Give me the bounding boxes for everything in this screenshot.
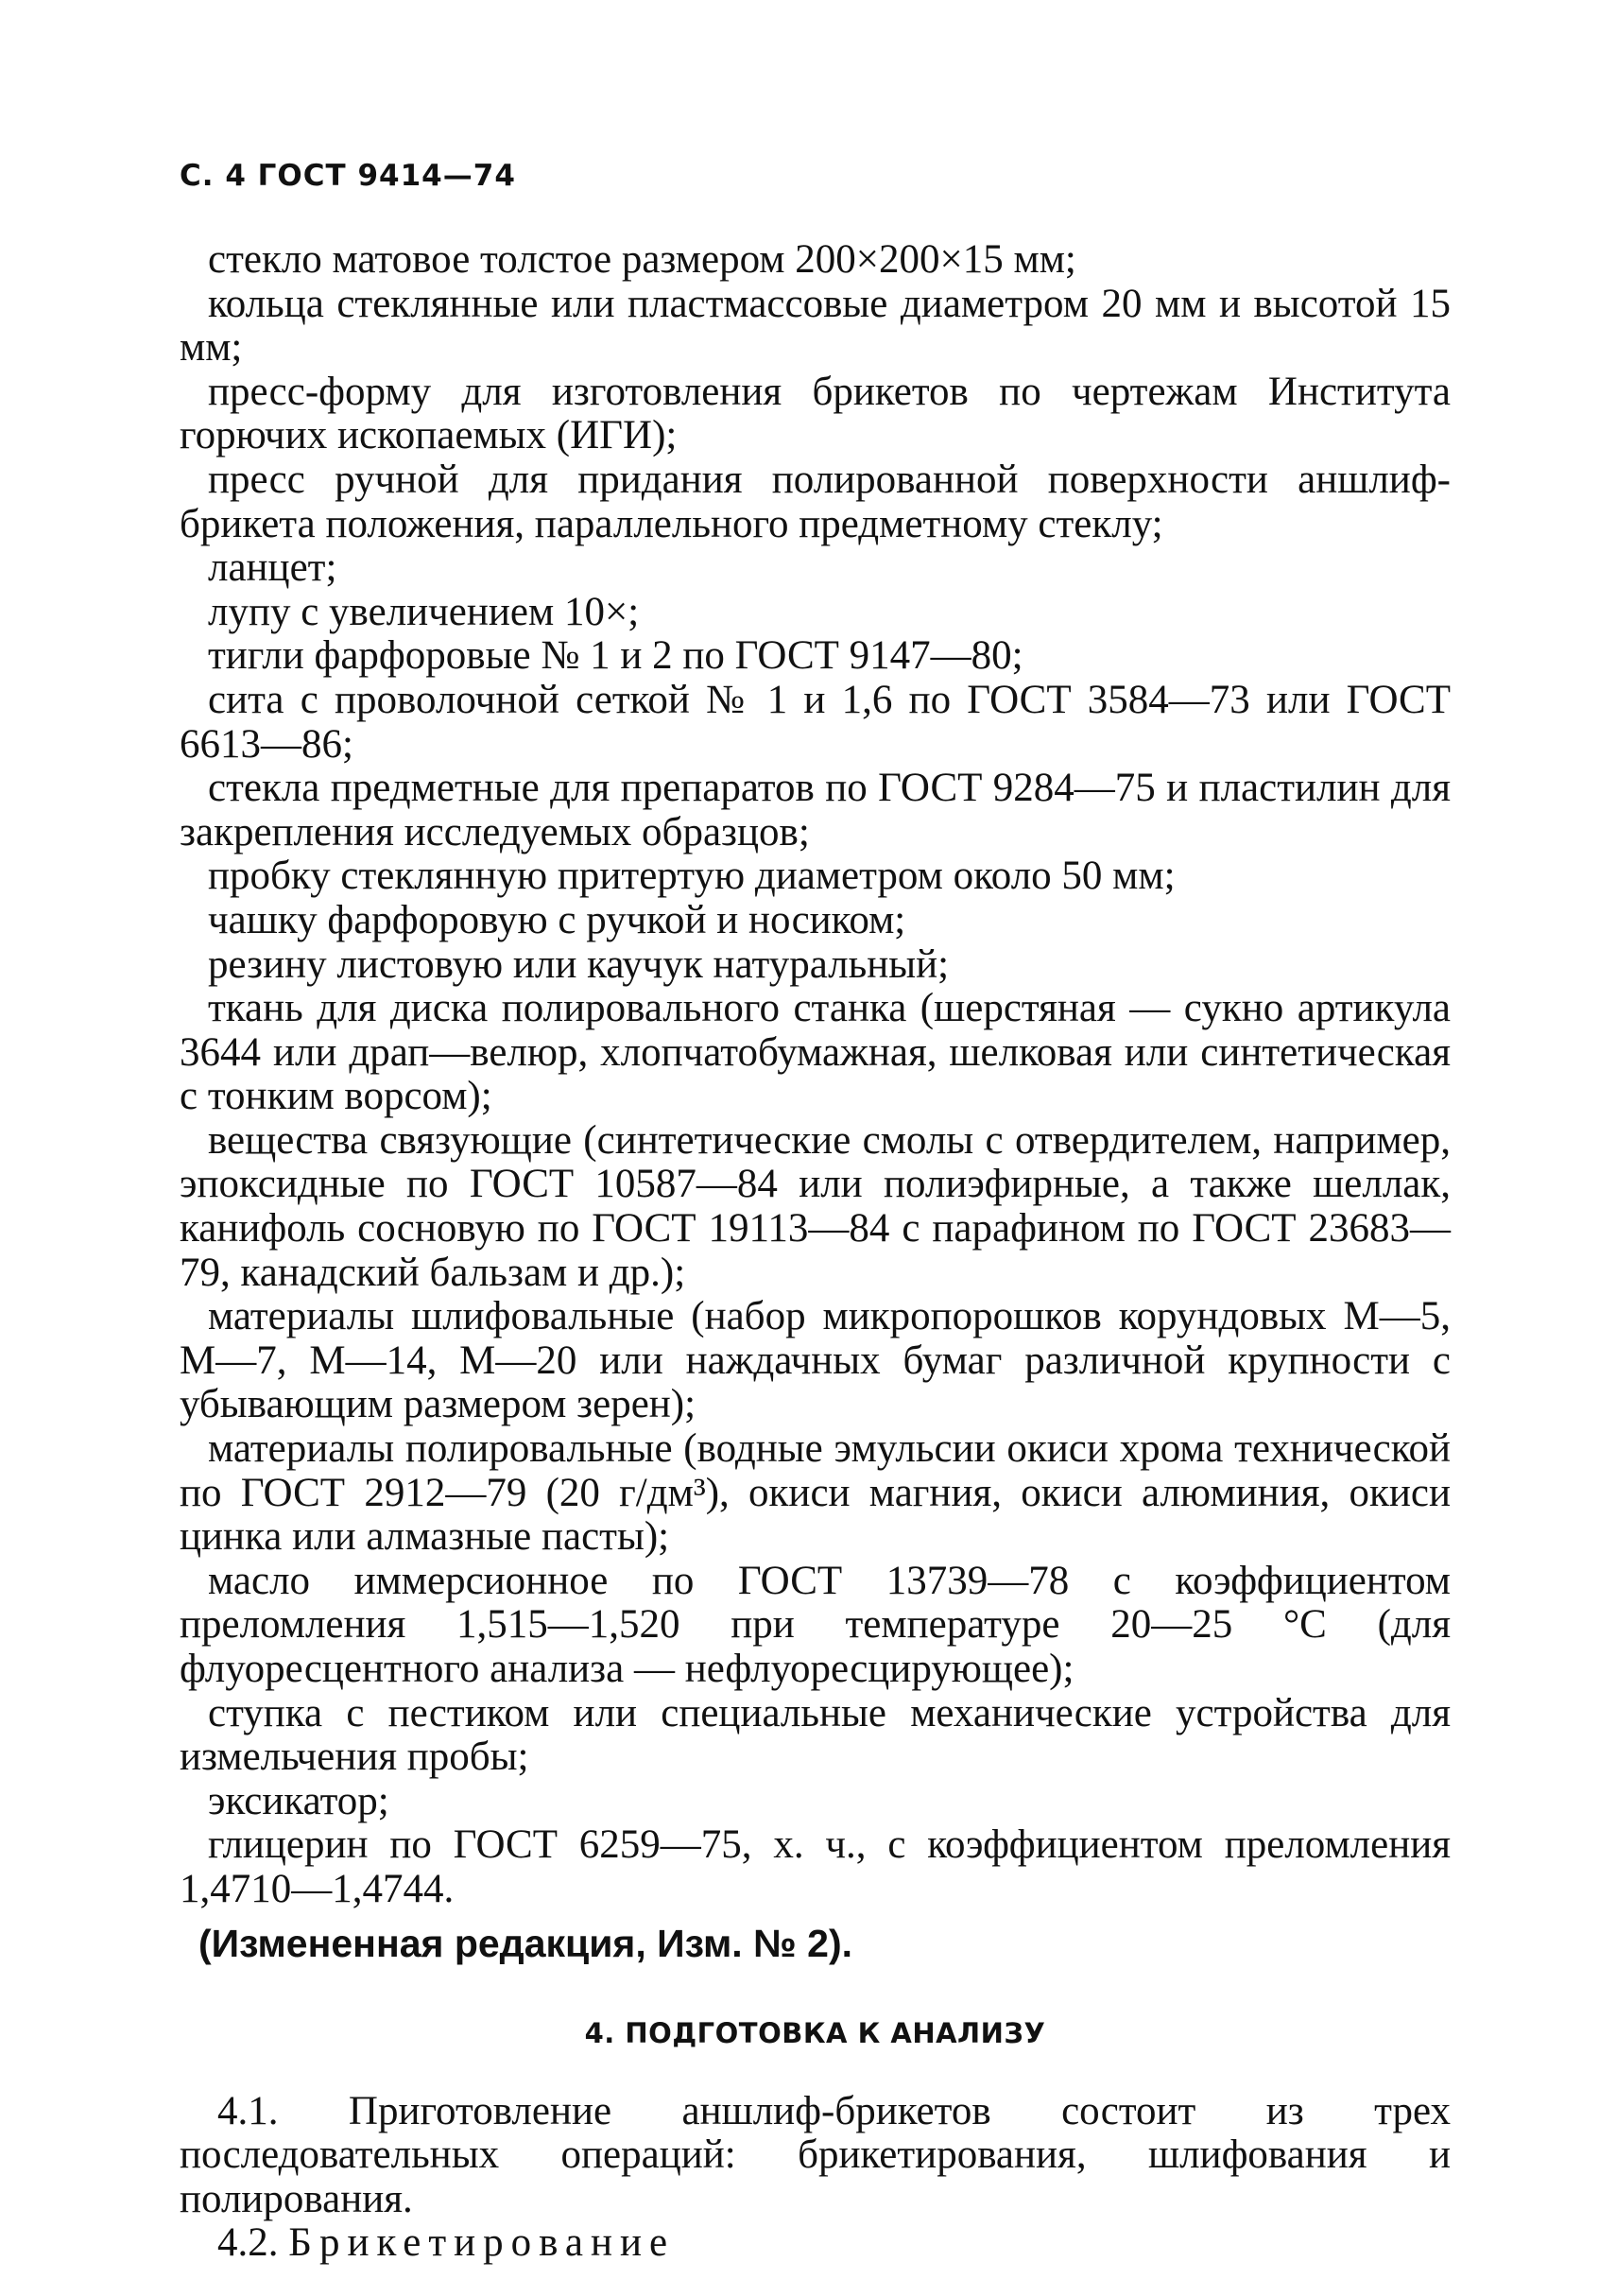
paragraph-4-2 <box>180 2221 1451 2266</box>
list-item: пресс ручной для придания полированной поверхности аншлиф-брикета положения, параллельного предметному стеклу; <box>180 457 1451 546</box>
list-item: лупу с увеличением 10×; <box>208 589 640 634</box>
list-item: тигли фарфоровые № 1 и 2 по ГОСТ 9147—80; <box>208 633 1023 679</box>
list-item: резину листовую или каучук натуральный; <box>208 941 950 987</box>
list-item: вещества связующие (синтетические смолы с отвердителем, например, эпоксидные по ГОСТ 10587—84 или полиэфирные, а также шеллак, канифоль сосновую по ГОСТ 19113—84 с парафином по ГОСТ 23683—79, канадский бальзам и др.); <box>180 1117 1451 1295</box>
list-item: глицерин по ГОСТ 6259—75, х. ч., с коэффициентом преломления 1,4710—1,4744. <box>180 1822 1451 1911</box>
list-item: чашку фарфоровую с ручкой и носиком; <box>208 897 906 942</box>
list-item: ткань для диска полировального станка (шерстяная — сукно артикула 3644 или драп—велюр, хлопчатобумажная, шелковая или синтетическая с тонким ворсом); <box>180 986 1451 1119</box>
list-item: стекла предметные для препаратов по ГОСТ 9284—75 и пластилин для закрепления исследуемых образцов; <box>180 766 1451 855</box>
paragraph-4-2-title: Брикетирование <box>288 2220 676 2266</box>
list-item: пробку стеклянную притертую диаметром около 50 мм; <box>208 854 1176 899</box>
list-item: кольца стеклянные или пластмассовые диаметром 20 мм и высотой 15 мм; <box>180 281 1451 371</box>
section-title: 4. ПОДГОТОВКА К АНАЛИЗУ <box>584 2016 1046 2049</box>
list-item: эксикатор; <box>208 1778 389 1823</box>
page-header: С. 4 ГОСТ 9414—74 <box>180 159 516 193</box>
list-item: ступка с пестиком или специальные механические устройства для измельчения пробы; <box>180 1690 1451 1780</box>
list-item: материалы шлифовальные (набор микропорошков корундовых М—5, М—7, М—14, М—20 или наждачных бумаг различной крупности с убывающим размером зерен); <box>180 1294 1451 1427</box>
document-body <box>180 238 1451 2266</box>
list-item: ланцет; <box>208 545 337 591</box>
list-item: пресс-форму для изготовления брикетов по чертежам Института горючих ископаемых (ИГИ); <box>180 369 1451 458</box>
list-item: сита с проволочной сеткой № 1 и 1,6 по ГОСТ 3584—73 или ГОСТ 6613—86; <box>180 677 1451 767</box>
list-item: материалы полировальные (водные эмульсии окиси хрома технической по ГОСТ 2912—79 (20 г/дм³), окиси магния, окиси алюминия, окиси цинка или алмазные пасты); <box>180 1426 1451 1560</box>
amendment-note: (Измененная редакция, Изм. № 2). <box>198 1921 853 1965</box>
list-item: стекло матовое толстое размером 200×200×15 мм; <box>208 237 1076 282</box>
paragraph-4-1: 4.1. Приготовление аншлиф-брикетов состоит из трех последовательных операций: брикетирования, шлифования и полирования. <box>180 2088 1451 2221</box>
list-item: масло иммерсионное по ГОСТ 13739—78 с коэффициентом преломления 1,515—1,520 при температуре 20—25 °С (для флуоресцентного анализа — нефлуоресцирующее); <box>180 1558 1451 1691</box>
paragraph-4-2-number: 4.2. <box>217 2220 279 2266</box>
